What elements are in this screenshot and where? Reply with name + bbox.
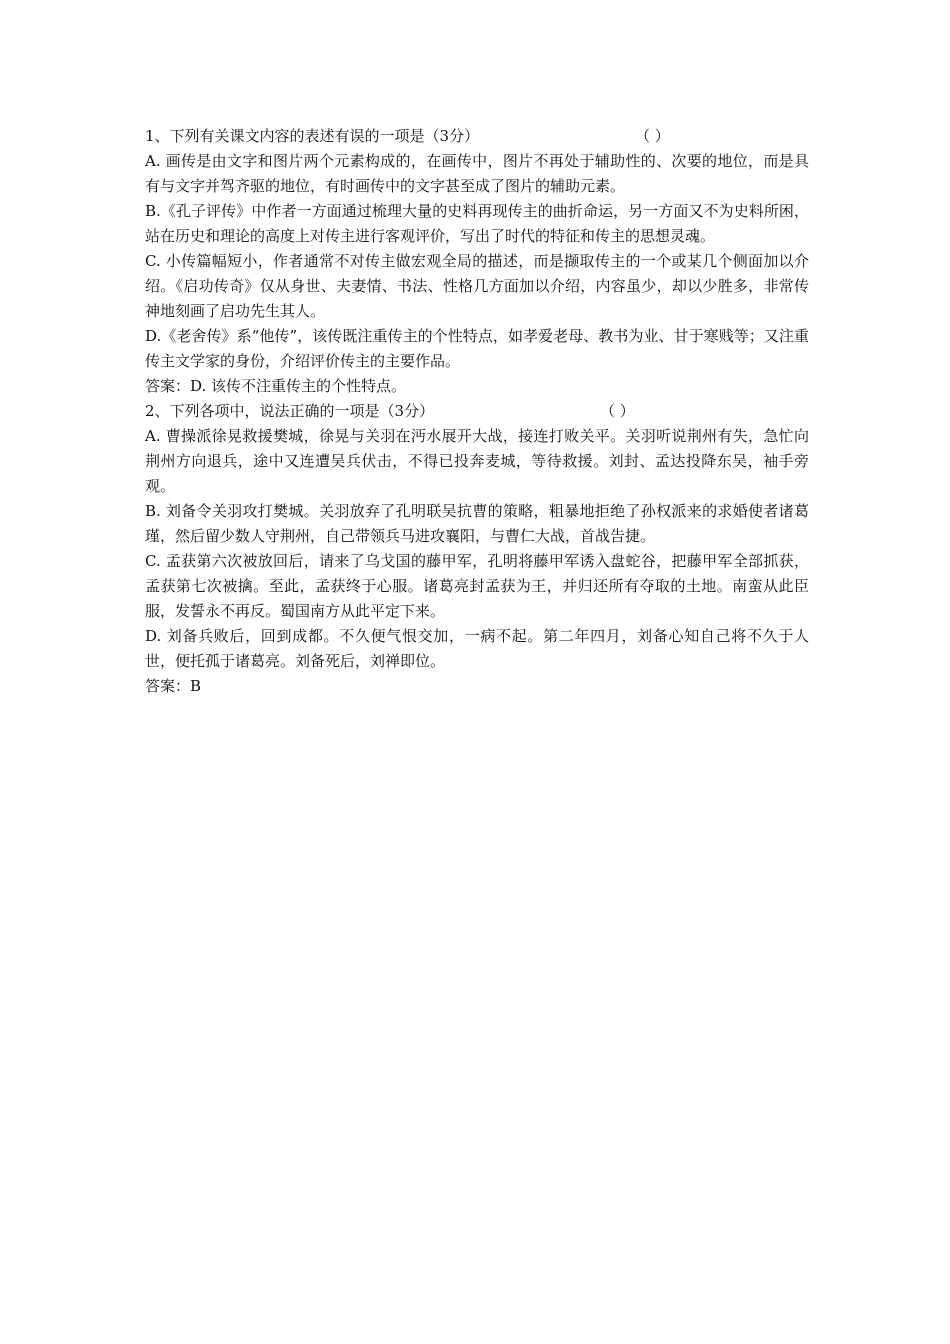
question-2-option-b: B. 刘备令关羽攻打樊城。关羽放弃了孔明联吴抗曹的策略，粗暴地拒绝了孙权派来的求婚使者诸葛瑾，然后留少数人守荆州，自己带领兵马进攻襄阳，与曹仁大战，首战告捷。 [145, 502, 809, 545]
question-2-option-d: D. 刘备兵败后，回到成都。不久便气恨交加，一病不起。第二年四月，刘备心知自己将不久于人世，便托孤于诸葛亮。刘备死后，刘禅即位。 [145, 627, 809, 670]
question-1-option-d: D.《老舍传》系“他传”，该传既注重传主的个性特点，如孝爱老母、教书为业、甘于寒贱等；又注重传主文学家的身份，介绍评价传主的主要作品。 [145, 327, 809, 370]
question-1-option-b: B.《孔子评传》中作者一方面通过梳理大量的史料再现传主的曲折命运，另一方面又不为史料所困，站在历史和理论的高度上对传主进行客观评价，写出了时代的特征和传主的思想灵魂。 [145, 202, 809, 245]
question-2-stem: 2、下列各项中，说法正确的一项是（3分） [145, 402, 435, 420]
question-1-option-c: C. 小传篇幅短小，作者通常不对传主做宏观全局的描述，而是撷取传主的一个或某几个侧面加以介绍。《启功传奇》仅从身世、夫妻情、书法、性格几方面加以介绍，内容虽少，却以少胜多，非常传神地刻画了启功先生其人。 [145, 252, 809, 320]
question-1-stem-line [145, 124, 809, 149]
question-2-option-a: A. 曹操派徐晃救援樊城，徐晃与关羽在沔水展开大战，接连打败关平。关羽听说荆州有失，急忙向荆州方向退兵，途中又连遭吴兵伏击，不得已投奔麦城，等待救援。刘封、孟达投降东吴，袖手旁观。 [145, 427, 809, 495]
question-1-stem: 1、下列有关课文内容的表述有误的一项是（3分） [145, 127, 480, 145]
question-1-answer: 答案：D. 该传不注重传主的个性特点。 [145, 377, 407, 395]
question-1-option-a: A. 画传是由文字和图片两个元素构成的，在画传中，图片不再处于辅助性的、次要的地位，而是具有与文字并驾齐驱的地位，有时画传中的文字甚至成了图片的辅助元素。 [145, 152, 809, 195]
question-2-answer-blank: （ ） [600, 402, 635, 420]
question-2-answer: 答案：B [145, 677, 202, 695]
document-page [145, 124, 809, 699]
question-2-stem-line [145, 399, 809, 424]
question-1-answer-blank: （ ） [635, 127, 670, 145]
question-2-option-c: C. 孟获第六次被放回后，请来了乌戈国的藤甲军，孔明将藤甲军诱入盘蛇谷，把藤甲军全部抓获，孟获第七次被擒。至此，孟获终于心服。诸葛亮封孟获为王，并归还所有夺取的土地。南蛮从此臣服，发誓永不再反。蜀国南方从此平定下来。 [145, 552, 809, 620]
